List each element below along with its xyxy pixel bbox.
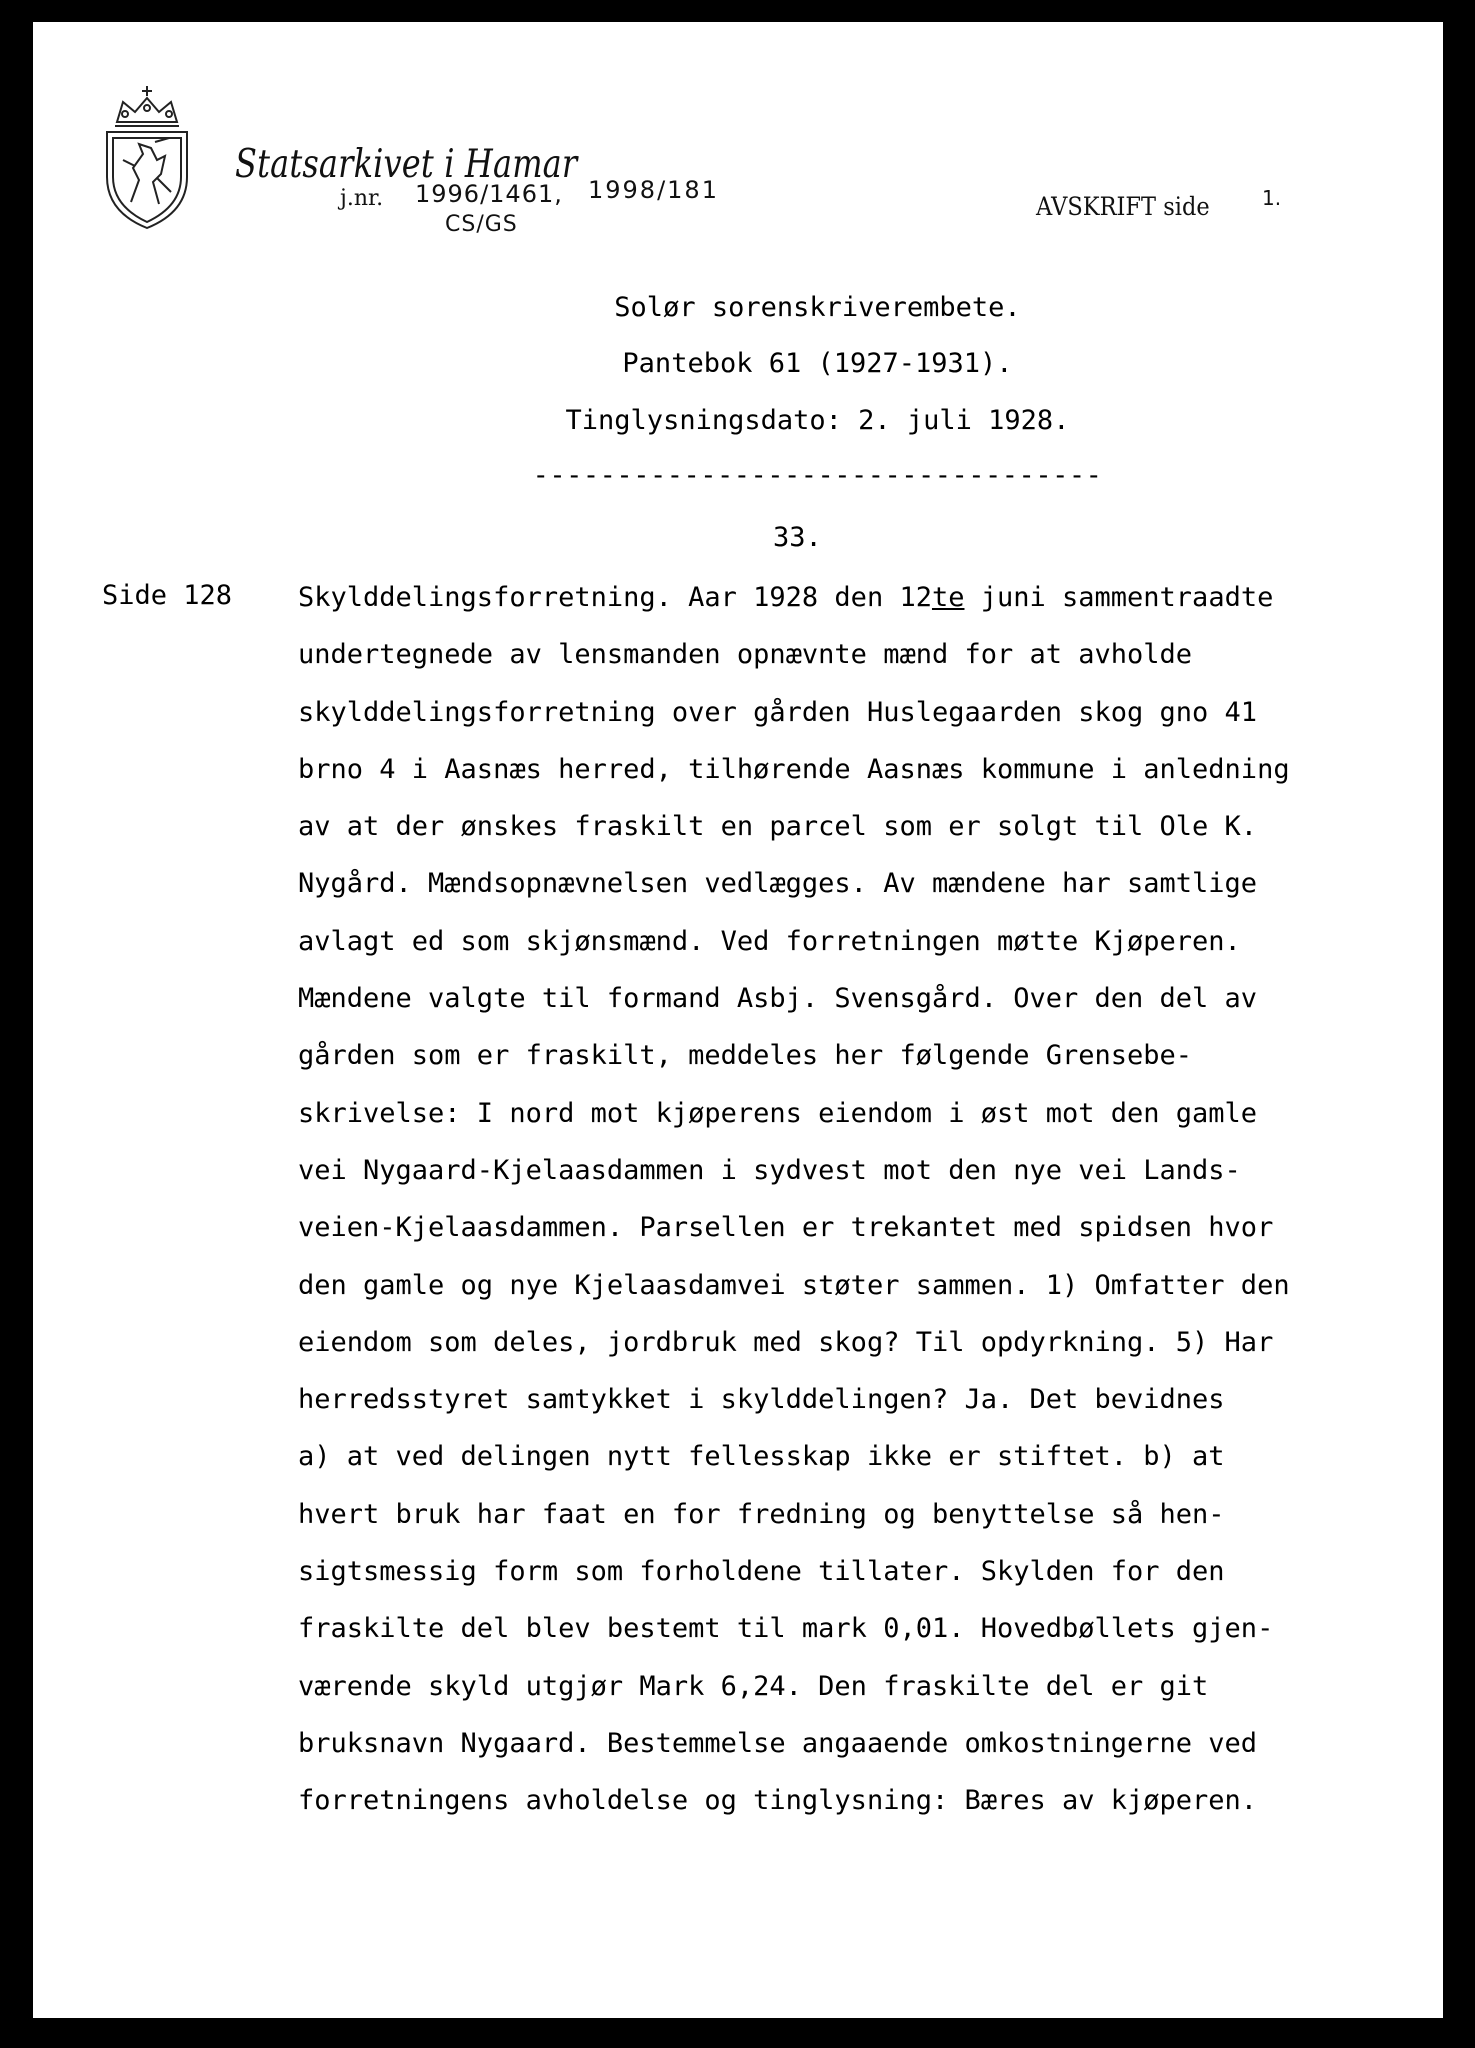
text-line: Nygård. Mændsopnævnelsen vedlægges. Av mændene har samtlige bbox=[298, 868, 1258, 900]
underlined-suffix: te bbox=[931, 582, 965, 613]
text-line-part: Skylddelingsforretning. Aar 1928 den 12 bbox=[298, 582, 932, 613]
journal-number-separator: , bbox=[554, 180, 563, 208]
document-body bbox=[298, 580, 1290, 1841]
archive-name: Statsarkivet i Hamar bbox=[235, 142, 578, 187]
text-line: vei Nygaard-Kjelaasdammen i sydvest mot den nye vei Lands- bbox=[298, 1154, 1241, 1186]
text-line: a) at ved delingen nytt fellesskap ikke er stiftet. b) at bbox=[298, 1441, 1225, 1473]
text-line: brno 4 i Aasnæs herred, tilhørende Aasnæs kommune i anledning bbox=[298, 753, 1290, 785]
transcript-page-label: AVSKRIFT side bbox=[1036, 192, 1210, 221]
journal-number bbox=[415, 180, 563, 208]
transcript-page-number: 1. bbox=[1262, 186, 1282, 210]
text-line: sigtsmessig form som forholdene tillater. Skylden for den bbox=[298, 1556, 1225, 1588]
coat-of-arms-icon bbox=[95, 82, 200, 232]
text-line: herredsstyret samtykket i skylddelingen? Ja. Det bevidnes bbox=[298, 1384, 1225, 1416]
text-line: av at der ønskes fraskilt en parcel som er solgt til Ole K. bbox=[298, 811, 1258, 843]
text-line: hvert bruk har faat en for fredning og benyttelse så hen- bbox=[298, 1498, 1225, 1530]
text-line: den gamle og nye Kjelaasdamvei støter sammen. 1) Omfatter den bbox=[298, 1269, 1290, 1301]
journal-number-value: 1996/1461 bbox=[415, 180, 555, 208]
text-line: bruksnavn Nygaard. Bestemmelse angaaende omkostningerne ved bbox=[298, 1727, 1258, 1759]
text-line: eiendom som deles, jordbruk med skog? Til opdyrkning. 5) Har bbox=[298, 1326, 1274, 1358]
text-line-part: juni sammentraadte bbox=[964, 582, 1274, 613]
journal-number-label: j.nr. bbox=[340, 186, 384, 211]
clerk-initials: CS/GS bbox=[445, 212, 518, 237]
page-reference: Side 128 bbox=[102, 580, 233, 611]
text-line: værende skyld utgjør Mark 6,24. Den fraskilte del er git bbox=[298, 1670, 1209, 1702]
text-line: skrivelse: I nord mot kjøperens eiendom i øst mot den gamle bbox=[298, 1097, 1258, 1129]
office-title: Solør sorenskriverembete. bbox=[614, 292, 1021, 323]
text-line: forretningens avholdelse og tinglysning: Bæres av kjøperen. bbox=[298, 1785, 1258, 1817]
text-line: avlagt ed som skjønsmænd. Ved forretningen møtte Kjøperen. bbox=[298, 925, 1241, 957]
separator-line: ---------------------------------- bbox=[532, 460, 1103, 491]
text-line: skylddelingsforretning over gården Huslegaarden skog gno 41 bbox=[298, 696, 1258, 728]
journal-number-secondary: 1998/181 bbox=[588, 176, 719, 204]
text-line: Mændene valgte til formand Asbj. Svensgård. Over den del av bbox=[298, 983, 1258, 1015]
text-line: undertegnede av lensmanden opnævnte mænd for at avholde bbox=[298, 639, 1193, 671]
text-line: veien-Kjelaasdammen. Parsellen er trekantet med spidsen hvor bbox=[298, 1212, 1274, 1244]
text-line: fraskilte del blev bestemt til mark 0,01. Hovedbøllets gjen- bbox=[298, 1613, 1274, 1645]
entry-number: 33. bbox=[773, 522, 822, 553]
book-title: Pantebok 61 (1927-1931). bbox=[622, 348, 1013, 379]
registration-date: Tinglysningsdato: 2. juli 1928. bbox=[565, 405, 1070, 436]
text-line: gården som er fraskilt, meddeles her følgende Grensebe- bbox=[298, 1040, 1193, 1072]
text-line bbox=[298, 580, 1290, 637]
